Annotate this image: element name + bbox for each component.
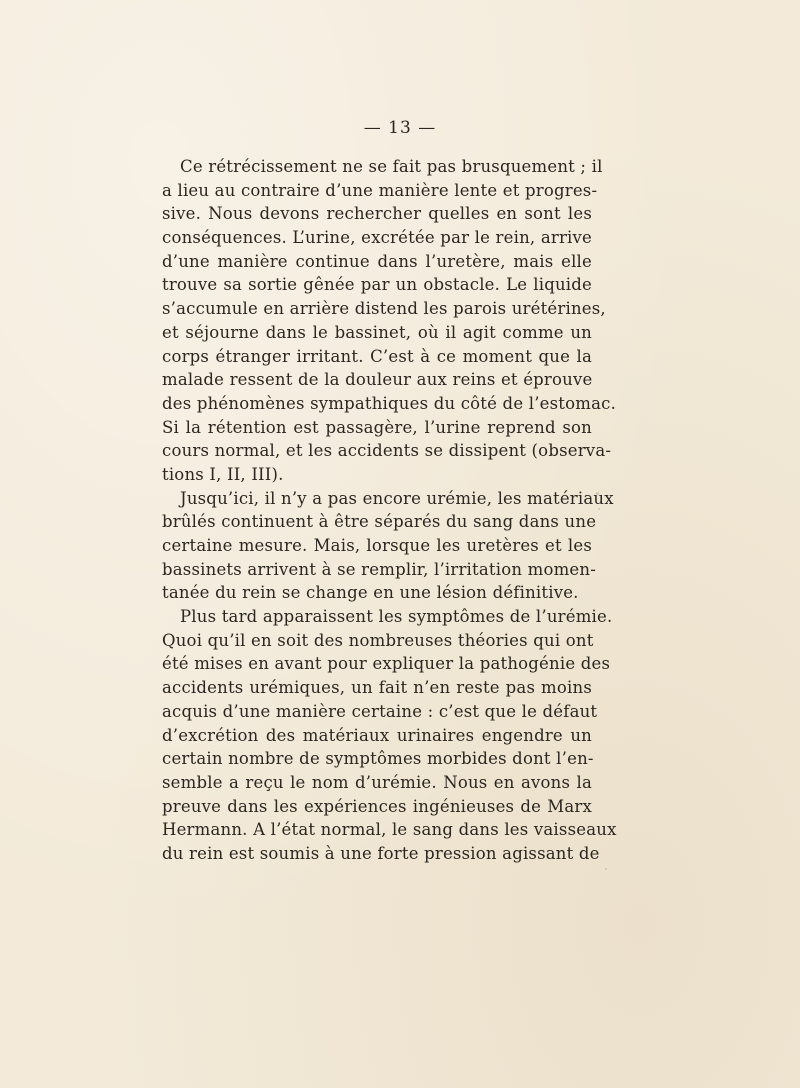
page-number: — 13 — xyxy=(363,118,437,138)
text-line: malade ressent de la douleur aux reins et éprouve xyxy=(162,370,593,390)
text-line: brûlés continuent à être séparés du sang dans une xyxy=(162,512,597,532)
text-line: été mises en avant pour expliquer la pathogénie des xyxy=(162,654,611,674)
text-line: a lieu au contraire d’une manière lente et progres- xyxy=(162,180,598,200)
text-line: conséquences. L’urine, excrétée par le rein, arrive xyxy=(162,228,592,248)
text-line: cours normal, et les accidents se dissipent (observa- xyxy=(162,441,612,461)
text-line: preuve dans les expériences ingénieuses de Marx xyxy=(162,796,592,816)
text-line: et séjourne dans le bassinet, où il agit comme un xyxy=(162,322,592,342)
text-line: certaine mesure. Mais, lorsque les uretères et les xyxy=(162,536,592,555)
text-line: Quoi qu’il en soit des nombreuses théories qui ont xyxy=(162,630,594,650)
text-line: bassinets arrivent à se remplir, l’irritation momen- xyxy=(162,559,596,579)
text-line: s’accumule en arrière distend les parois urétérines, xyxy=(162,299,606,319)
text-line: des phénomènes sympathiques du côté de l’estomac. xyxy=(162,393,617,413)
text-line: Si la rétention est passagère, l’urine reprend son xyxy=(162,417,592,437)
text-line: accidents urémiques, un fait n’en reste pas moins xyxy=(162,678,592,698)
paper-speck xyxy=(596,492,599,495)
text-line: trouve sa sortie gênée par un obstacle. Le liquide xyxy=(162,275,592,295)
body-text xyxy=(162,155,617,866)
text-line: Hermann. A l’état normal, le sang dans les vaisseaux xyxy=(162,820,617,840)
text-line: d’une manière continue dans l’uretère, mais elle xyxy=(162,251,592,271)
text-line: Jusqu’ici, il n’y a pas encore urémie, les matériaux xyxy=(180,488,614,508)
text-line: Plus tard apparaissent les symptômes de l’urémie. xyxy=(180,607,613,627)
text-line: acquis d’une manière certaine : c’est que le défaut xyxy=(162,701,598,721)
text-line: Ce rétrécissement ne se fait pas brusquement ; il xyxy=(180,157,603,176)
text-line: semble a reçu le nom d’urémie. Nous en avons la xyxy=(162,772,592,792)
text-line: tions I, II, III). xyxy=(162,464,284,484)
text-line: tanée du rein se change en une lésion définitive. xyxy=(162,583,579,603)
text-line: du rein est soumis à une forte pression agissant de xyxy=(162,843,600,863)
text-line: d’excrétion des matériaux urinaires engendre un xyxy=(162,725,592,745)
paper-speck xyxy=(598,508,600,510)
text-line: corps étranger irritant. C’est à ce moment que la xyxy=(162,346,592,366)
text-line: certain nombre de symptômes morbides dont l’en- xyxy=(162,749,594,769)
paper-speck xyxy=(605,868,607,870)
text-line: sive. Nous devons rechercher quelles en sont les xyxy=(162,204,592,224)
